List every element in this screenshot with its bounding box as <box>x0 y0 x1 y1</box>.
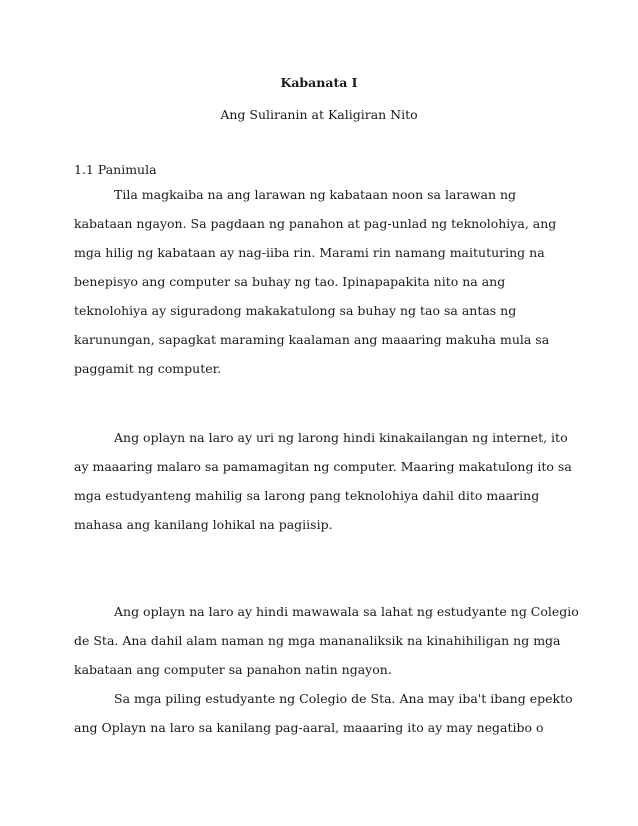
paragraph-line: Ang oplayn na laro ay hindi mawawala sa lahat ng estudyante ng Colegio <box>114 604 579 619</box>
chapter-subtitle: Ang Suliranin at Kaligiran Nito <box>220 107 418 122</box>
paragraph-line: mahasa ang kanilang lohikal na pagiisip. <box>74 517 333 532</box>
paragraph-epekto <box>74 684 574 742</box>
paragraph-line: karunungan, sapagkat maraming kaalaman ang maaaring makuha mula sa <box>74 332 550 347</box>
chapter-title: Kabanata I <box>280 75 358 90</box>
paragraph-line: teknolohiya ay siguradong makakatulong sa buhay ng tao sa antas ng <box>74 303 517 318</box>
paragraph-oplayn-definition <box>74 423 574 539</box>
paragraph-line: mga estudyanteng mahilig sa larong pang teknolohiya dahil dito maaring <box>74 488 540 503</box>
paragraph-line: mga hilig ng kabataan ay nag-iiba rin. Marami rin namang maituturing na <box>74 245 545 260</box>
paragraph-line: benepisyo ang computer sa buhay ng tao. Ipinapapakita nito na ang <box>74 274 506 289</box>
paragraph-line: de Sta. Ana dahil alam naman ng mga mananaliksik na kinahihiligan ng mga <box>74 633 561 648</box>
section-heading: 1.1 Panimula <box>74 162 157 177</box>
paragraph-line: paggamit ng computer. <box>74 361 222 376</box>
paragraph-line: kabataan ngayon. Sa pagdaan ng panahon at pag-unlad ng teknolohiya, ang <box>74 216 557 231</box>
paragraph-line: ay maaaring malaro sa pamamagitan ng computer. Maaring makatulong ito sa <box>74 459 572 474</box>
paragraph-colegio <box>74 597 579 684</box>
paragraph-line: ang Oplayn na laro sa kanilang pag-aaral, maaaring ito ay may negatibo o <box>74 720 544 735</box>
paragraph-line: kabataan ang computer sa panahon natin ngayon. <box>74 662 392 677</box>
paragraph-intro <box>74 180 574 383</box>
paragraph-line: Tila magkaiba na ang larawan ng kabataan noon sa larawan ng <box>114 187 517 202</box>
paragraph-line: Sa mga piling estudyante ng Colegio de Sta. Ana may iba't ibang epekto <box>114 691 573 706</box>
paragraph-line: Ang oplayn na laro ay uri ng larong hindi kinakailangan ng internet, ito <box>114 430 568 445</box>
